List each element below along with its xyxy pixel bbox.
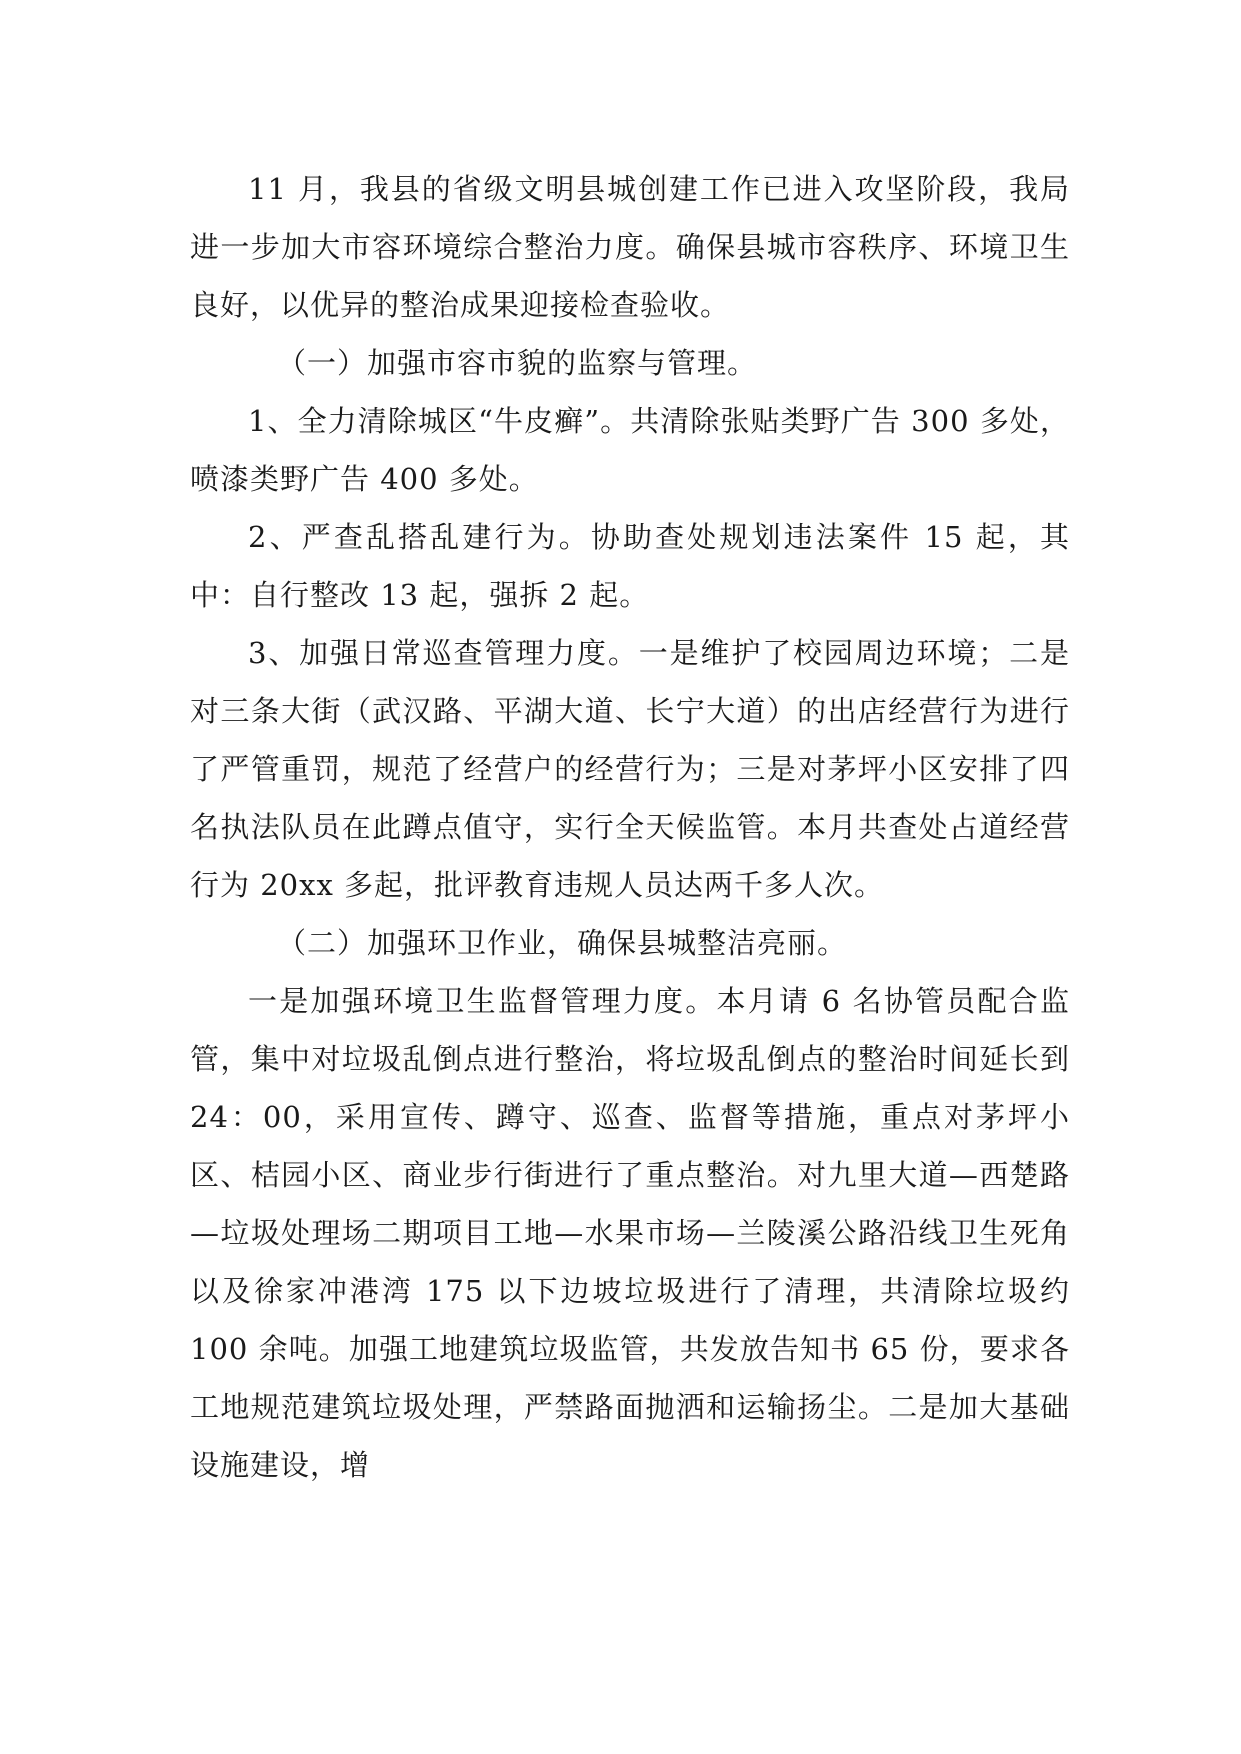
paragraph-sanitation: 一是加强环境卫生监督管理力度。本月请 6 名协管员配合监管，集中对垃圾乱倒点进行整治，将垃圾乱倒点的整治时间延长到 24：00，采用宣传、蹲守、巡查、监督等措施，重点对茅坪小区、桔园小区、商业步行街进行了重点整治。对九里大道—西楚路—垃圾处理场二期项目工地—水果市场—兰陵溪公路沿线卫生死角以及徐家冲港湾 175 以下边坡垃圾进行了清理，共清除垃圾约 100 余吨。加强工地建筑垃圾监管，共发放告知书 65 份，要求各工地规范建筑垃圾处理，严禁路面抛洒和运输扬尘。二是加大基础设施建设，增 [190,984,1070,1482]
paragraph-intro: 11 月，我县的省级文明县城创建工作已进入攻坚阶段，我局进一步加大市容环境综合整治力度。确保县城市容秩序、环境卫生良好，以优异的整治成果迎接检查验收。 [190,172,1070,322]
paragraph-item-3: 3、加强日常巡查管理力度。一是维护了校园周边环境；二是对三条大街（武汉路、平湖大道、长宁大道）的出店经营行为进行了严管重罚，规范了经营户的经营行为；三是对茅坪小区安排了四名执法队员在此蹲点值守，实行全天候监管。本月共查处占道经营行为 20xx 多起，批评教育违规人员达两千多人次。 [190,636,1070,902]
paragraph-item-1: 1、全力清除城区“牛皮癣”。共清除张贴类野广告 300 多处，喷漆类野广告 400 多处。 [190,404,1070,496]
section-heading-1: （一）加强市容市貌的监察与管理。 [277,346,758,380]
document-body [190,160,1070,1494]
section-heading-2: （二）加强环卫作业，确保县城整洁亮丽。 [277,926,848,960]
paragraph-item-2: 2、严查乱搭乱建行为。协助查处规划违法案件 15 起，其中：自行整改 13 起，强拆 2 起。 [190,520,1070,612]
